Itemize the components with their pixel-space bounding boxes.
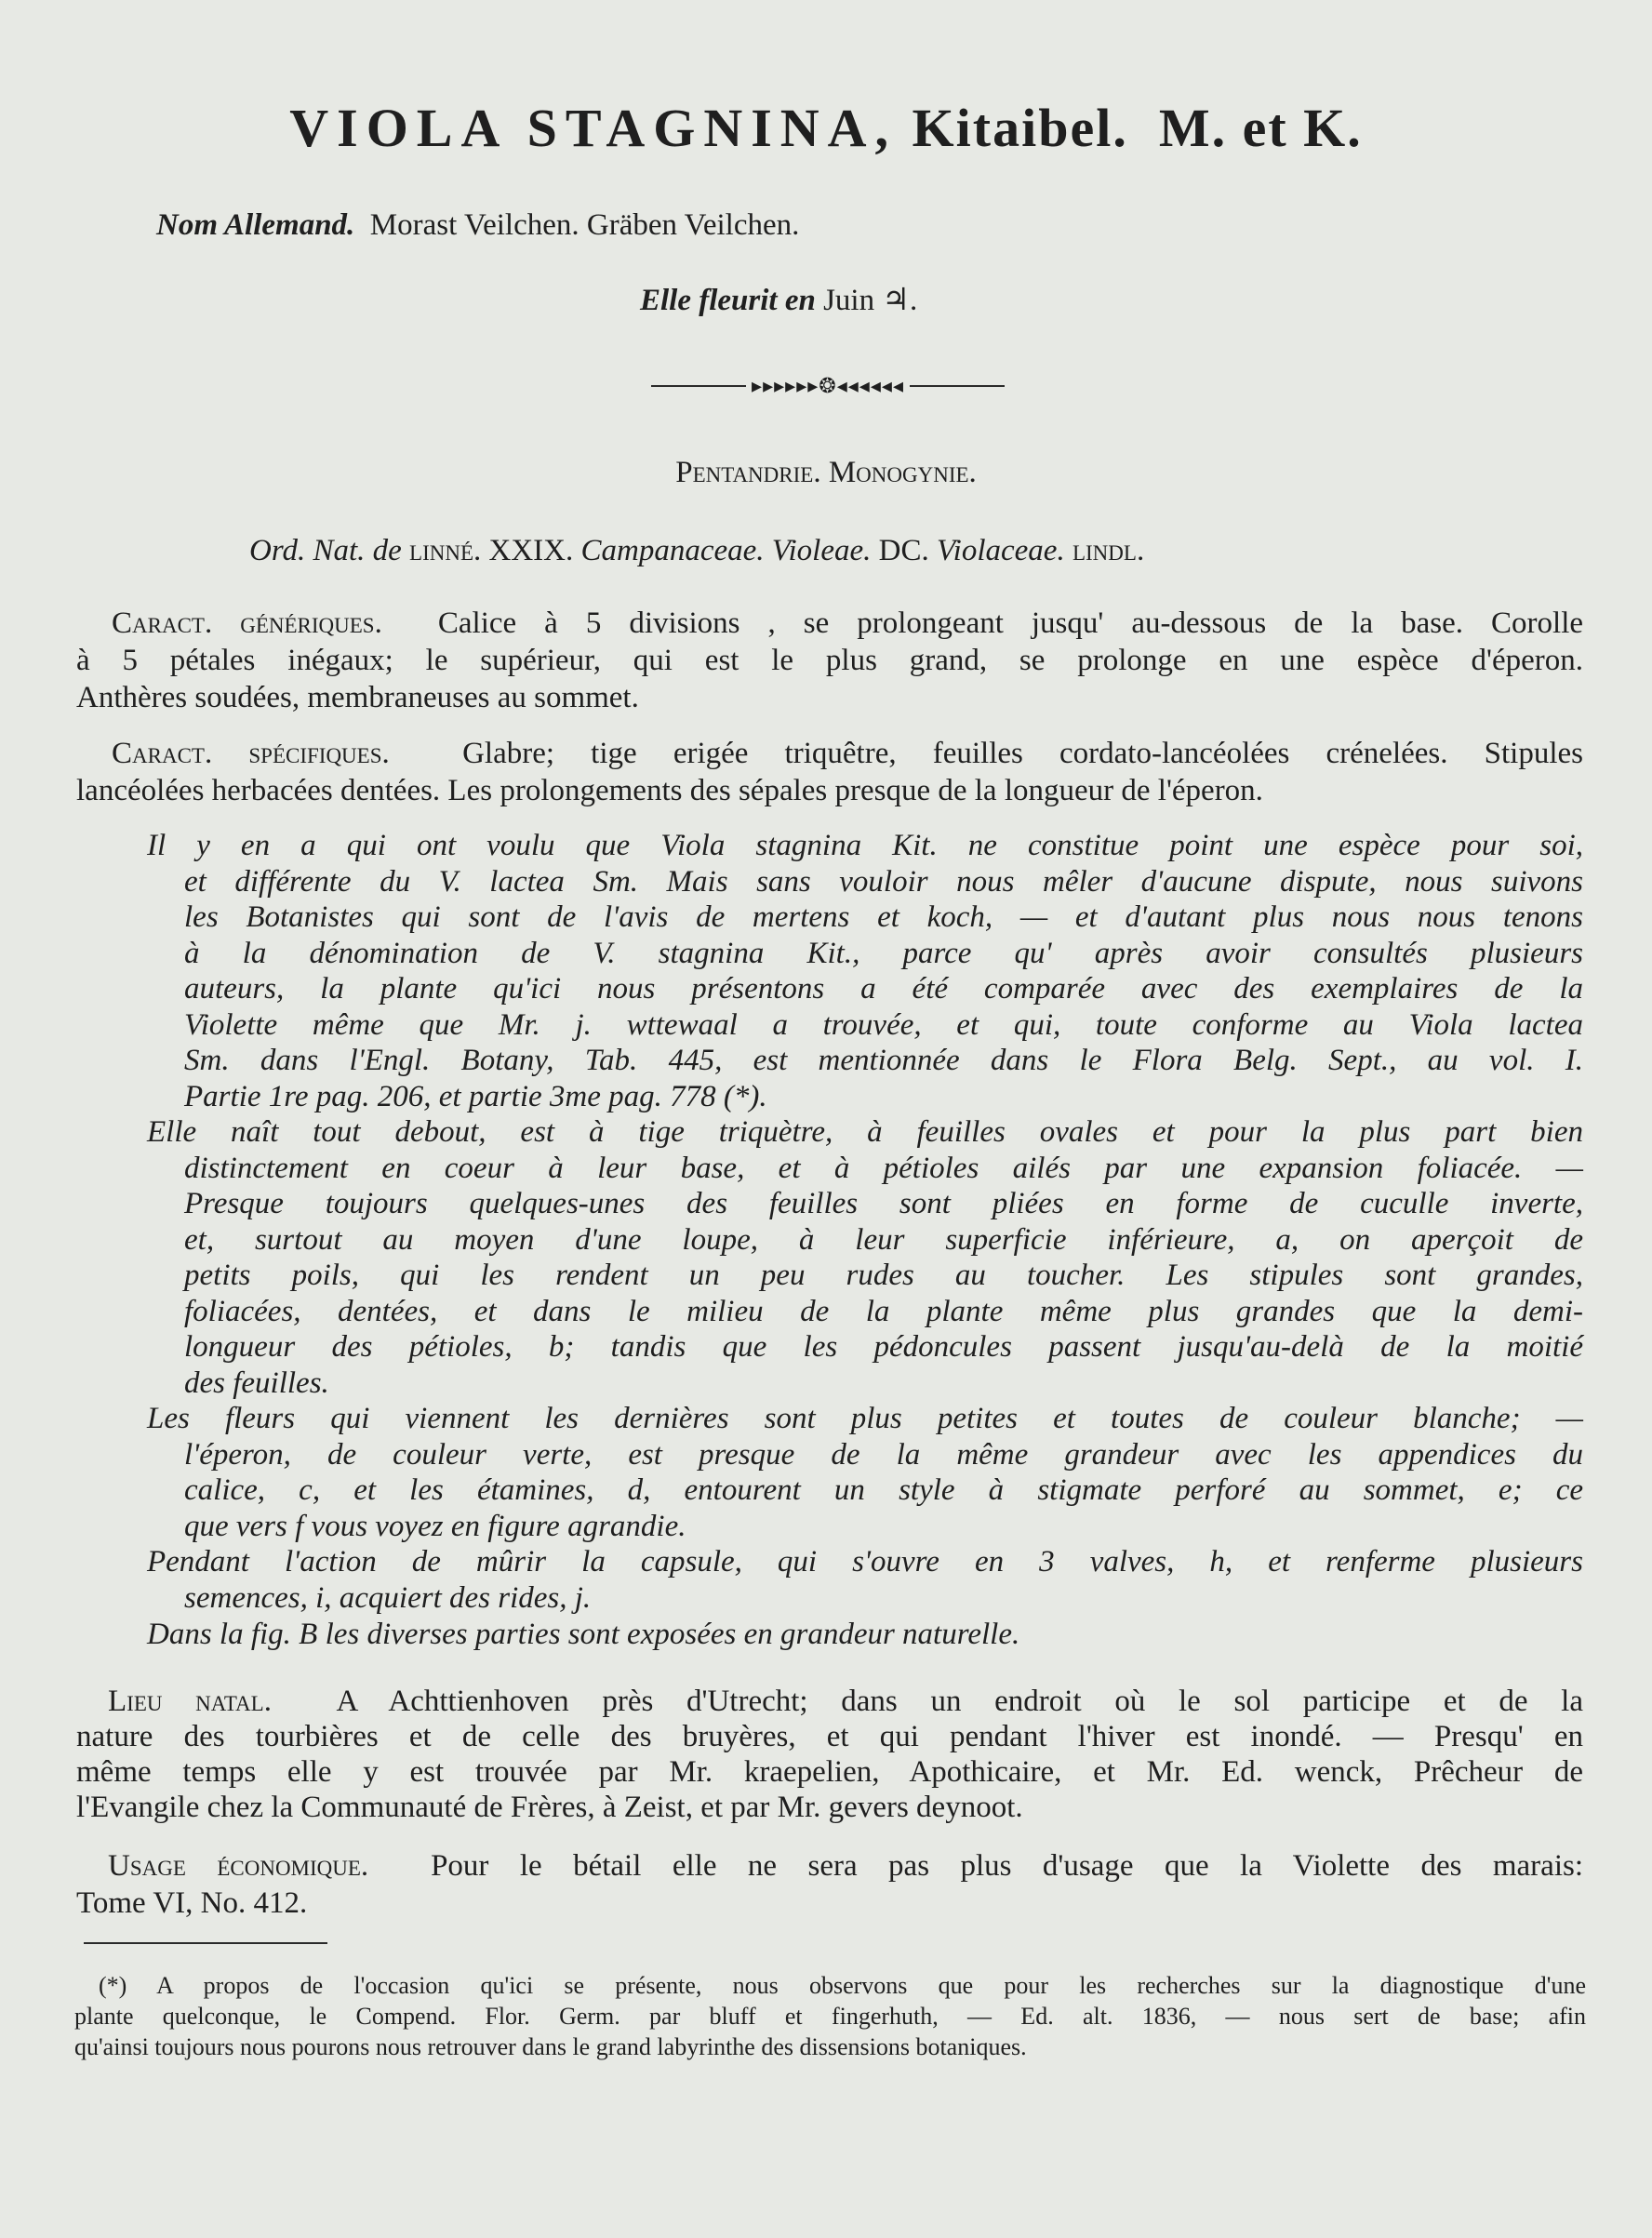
german-names-text: Morast Veilchen. Gräben Veilchen.	[369, 208, 800, 242]
native-label: Lieu natal.	[108, 1685, 272, 1718]
description-p2	[147, 1114, 1583, 1401]
specific-text-1: Glabre; tige erigée triquêtre, feuilles cordato-lancéolées crénelées. Stipules	[462, 737, 1584, 770]
ord-nat-dc: DC.	[878, 534, 929, 567]
title-abbrev: M. et K.	[1158, 98, 1363, 158]
divider-rule-right	[910, 385, 1005, 387]
native-place	[76, 1684, 1583, 1825]
divider-ornament: ▸▸▸▸▸▸❂◂◂◂◂◂◂	[752, 374, 904, 397]
desc-p5-line: Dans la fig. B les diverses parties sont exposées en grandeur naturelle.	[147, 1618, 1020, 1651]
specific-label: Caract. spécifiques.	[112, 737, 390, 770]
desc-p1-line: Partie 1re pag. 206, et partie 3me pag. 778 (*).	[184, 1079, 767, 1113]
classification: Pentandrie. Monogynie.	[675, 456, 977, 489]
specific-line-1	[76, 735, 1583, 772]
ord-nat-label: Ord. Nat. de	[249, 534, 402, 567]
natural-order	[249, 534, 1144, 568]
footnote-rule	[84, 1942, 327, 1944]
usage-line-2: Tome VI, No. 412.	[76, 1886, 308, 1920]
desc-p1-line: et différente du V. lactea Sm. Mais sans vouloir nous mêler d'aucune dispute, nous suivons	[184, 864, 1583, 899]
desc-p2-line: Elle naît tout debout, est à tige triquètre, à feuilles ovales et pour la plus part bien	[147, 1115, 1583, 1149]
desc-p2-line: et, surtout au moyen d'une loupe, à leur superficie inférieure, a, on aperçoit de	[184, 1222, 1583, 1257]
generic-line-2: à 5 pétales inégaux; le supérieur, qui est le plus grand, se prolonge en une espèce d'éperon.	[76, 644, 1583, 677]
native-line-3: même temps elle y est trouvée par Mr. kraepelien, Apothicaire, et Mr. Ed. wenck, Prêcheur de	[76, 1755, 1583, 1789]
desc-p4-line: semences, i, acquiert des rides, j.	[184, 1580, 592, 1615]
usage-text-1: Pour le bétail elle ne sera pas plus d'usage que la Violette des marais:	[431, 1849, 1583, 1883]
desc-p2-line: des feuilles.	[184, 1365, 329, 1400]
ord-nat-violaceae: Violaceae.	[936, 534, 1065, 567]
native-line-4: l'Evangile chez la Communauté de Frères, à Zeist, et par Mr. gevers deynoot.	[76, 1791, 1023, 1824]
flowering-time	[640, 281, 917, 318]
desc-p1-line: Violette même que Mr. j. wttewaal a trouvée, et qui, toute conforme au Viola lactea	[184, 1007, 1583, 1042]
perennial-symbol: ♃.	[882, 284, 918, 317]
title-species: VIOLA STAGNINA,	[289, 98, 898, 158]
desc-p2-line: Presque toujours quelques-unes des feuilles sont pliées en forme de cuculle inverte,	[184, 1187, 1583, 1220]
desc-p1-line: Sm. dans l'Engl. Botany, Tab. 445, est mentionnée dans le Flora Belg. Sept., au vol. I.	[184, 1044, 1583, 1077]
usage-line-1	[76, 1847, 1583, 1885]
specific-characters	[76, 735, 1583, 809]
usage-label: Usage économique.	[108, 1849, 369, 1883]
footnote-line: (*) A propos de l'occasion qu'ici se présente, nous observons que pour les recherches sur la diagnostique d'une	[99, 1972, 1586, 1999]
desc-p3-line: calice, c, et les étamines, d, entourent un style à stigmate perforé au sommet, e; ce	[184, 1473, 1583, 1507]
description-p5	[147, 1617, 1583, 1653]
german-label: Nom Allemand.	[156, 208, 355, 242]
divider-rule-left	[651, 385, 746, 387]
footnote-line: qu'ainsi toujours nous pourons nous retrouver dans le grand labyrinthe des dissensions botaniques.	[74, 2033, 1027, 2060]
native-line-1	[76, 1684, 1583, 1719]
description-p4	[147, 1544, 1583, 1616]
ord-nat-number: XXIX.	[488, 534, 574, 567]
generic-characters	[76, 605, 1583, 716]
desc-p2-line: distinctement en coeur à leur base, et à pétioles ailés par une expansion foliacée. —	[184, 1151, 1583, 1185]
specific-line-2: lancéolées herbacées dentées. Les prolongements des sépales presque de la longueur de l'éperon.	[76, 774, 1263, 807]
generic-text-1: Calice à 5 divisions , se prolongeant jusqu' au-dessous de la base. Corolle	[437, 606, 1584, 640]
economic-use	[76, 1847, 1583, 1922]
native-text-1: A Achttienhoven près d'Utrecht; dans un endroit où le sol participe et de la	[336, 1685, 1583, 1718]
desc-p2-line: foliacées, dentées, et dans le milieu de la plante même plus grandes que la demi-	[184, 1294, 1583, 1328]
description-p1	[147, 828, 1583, 1114]
desc-p1-line: auteurs, la plante qu'ici nous présentons a été comparée avec des exemplaires de la	[184, 972, 1583, 1006]
ornamental-divider	[651, 371, 1005, 401]
generic-label: Caract. génériques.	[112, 606, 382, 640]
desc-p2-line: petits poils, qui les rendent un peu rudes au toucher. Les stipules sont grandes,	[184, 1259, 1583, 1292]
title-author: Kitaibel.	[912, 98, 1128, 158]
desc-p3-line: Les fleurs qui viennent les dernières sont plus petites et toutes de couleur blanche; —	[147, 1402, 1583, 1435]
desc-p1-line: Il y en a qui ont voulu que Viola stagnina Kit. ne constitue point une espèce pour soi,	[147, 829, 1583, 862]
desc-p3-line: que vers f vous voyez en figure agrandie.	[184, 1509, 686, 1543]
desc-p1-line: à la dénomination de V. stagnina Kit., parce qu' après avoir consultés plusieurs	[184, 936, 1583, 970]
native-line-2: nature des tourbières et de celle des bruyères, et qui pendant l'hiver est inondé. — Presqu' en	[76, 1720, 1583, 1753]
footnote-line: plante quelconque, le Compend. Flor. Germ. par bluff et fingerhuth, — Ed. alt. 1836, — nous sert de base; afin	[74, 2003, 1586, 2030]
desc-p2-line: longueur des pétioles, b; tandis que les pédoncules passent jusqu'au-delà de la moitié	[184, 1330, 1583, 1364]
generic-line-3: Anthères soudées, membraneuses au sommet.	[76, 681, 639, 714]
footnote	[74, 1970, 1586, 2062]
ord-nat-linne: linné.	[409, 534, 482, 567]
description-p3	[147, 1401, 1583, 1544]
generic-line-1	[76, 605, 1583, 642]
flowering-month: Juin	[823, 284, 875, 317]
desc-p3-line: l'éperon, de couleur verte, est presque de la même grandeur avec les appendices du	[184, 1437, 1583, 1472]
desc-p1-line: les Botanistes qui sont de l'avis de mertens et koch, — et d'autant plus nous nous tenons	[184, 900, 1583, 934]
flowering-label: Elle fleurit en	[640, 284, 816, 317]
page-title	[0, 97, 1652, 159]
german-names	[156, 208, 799, 243]
ord-nat-families: Campanaceae. Violeae.	[580, 534, 872, 567]
ord-nat-lindl: lindl.	[1072, 534, 1145, 567]
desc-p4-line: Pendant l'action de mûrir la capsule, qui s'ouvre en 3 valves, h, et renferme plusieurs	[147, 1545, 1583, 1579]
